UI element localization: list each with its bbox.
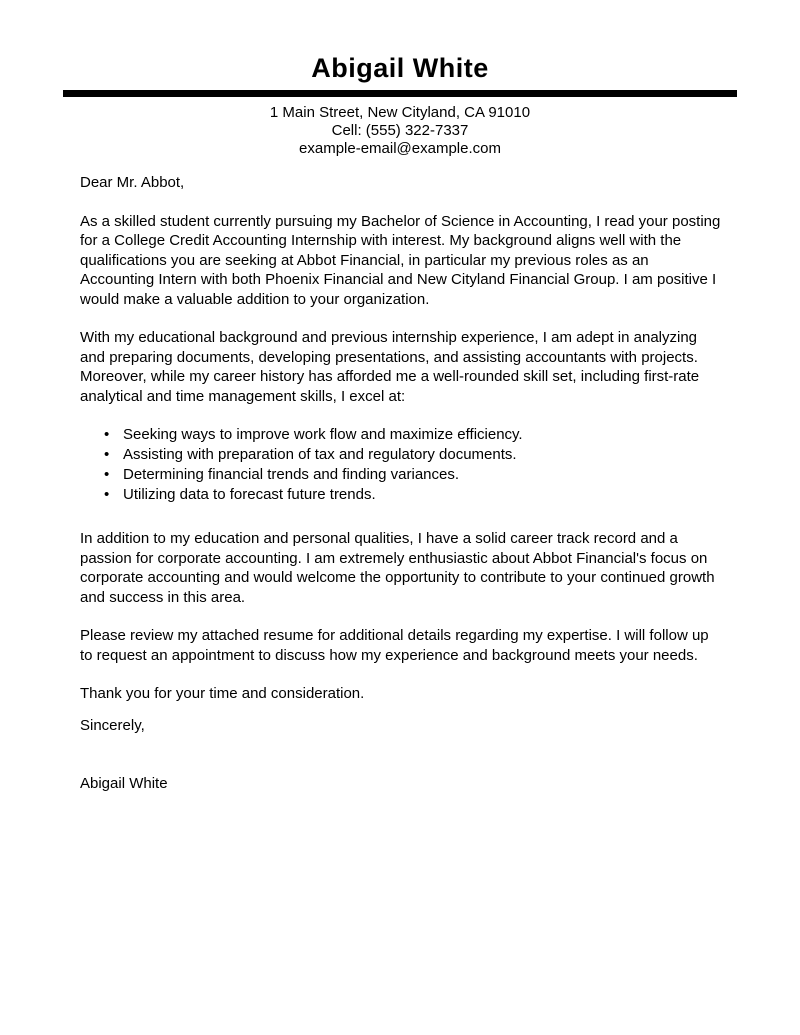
header-divider [63, 90, 737, 97]
skill-item: • Seeking ways to improve work flow and maximize efficiency. [123, 425, 722, 445]
letter-body [80, 173, 722, 794]
signature-name: Abigail White [80, 775, 168, 792]
contact-block [0, 104, 800, 158]
contact-phone: Cell: (555) 322-7337 [331, 122, 469, 139]
contact-address: 1 Main Street, New Cityland, CA 91010 [269, 104, 531, 121]
valediction: Sincerely, [80, 716, 145, 734]
skills-list [80, 425, 722, 505]
contact-email: example-email@example.com [299, 140, 501, 157]
skills-paragraph: With my educational background and previous internship experience, I am adept in analyzing and preparing documents, developing presentations, and assisting accountants with projects. Moreover, while my career history has afforded me a well-rounded skill set, including first-rate analytical and time management skills, I excel at: [80, 329, 700, 405]
thanks-line: Thank you for your time and consideration. [80, 685, 365, 702]
skill-item: • Utilizing data to forecast future trends. [123, 485, 722, 505]
greeting: Dear Mr. Abbot, [80, 174, 185, 191]
intro-paragraph: As a skilled student currently pursuing my Bachelor of Science in Accounting, I read your posting for a College Credit Accounting Internship with interest. My background aligns well with the qualifications you are seeking at Abbot Financial, in particular my previous roles as an Accounting Intern with both Phoenix Financial and New Cityland Financial Group. I am positive I would make a valuable addition to your organization. [80, 212, 721, 308]
follow-up-paragraph: Please review my attached resume for additional details regarding my expertise. I will follow up to request an appointment to discuss how my experience and background meets your needs. [80, 627, 709, 664]
experience-paragraph: In addition to my education and personal qualities, I have a solid career track record and a passion for corporate accounting. I am extremely enthusiastic about Abbot Financial's focus on corporate accounting and would welcome the opportunity to contribute to your continued growth and success in this area. [80, 530, 715, 606]
skill-item: • Determining financial trends and finding variances. [123, 465, 722, 485]
author-name-heading: Abigail White [311, 53, 489, 83]
skill-item: • Assisting with preparation of tax and regulatory documents. [123, 445, 722, 465]
